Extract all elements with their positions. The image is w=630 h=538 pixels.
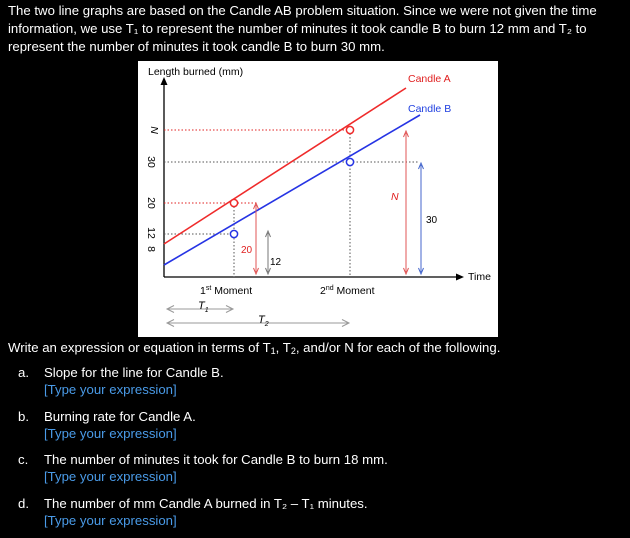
question-letter: d. xyxy=(18,496,29,511)
answer-field-c[interactable]: [Type your expression] xyxy=(44,469,177,484)
question-a xyxy=(18,364,224,397)
candle-a-moment2-point xyxy=(346,126,353,133)
legend-candle-a: Candle A xyxy=(408,73,451,85)
answer-field-a[interactable]: [Type your expression] xyxy=(44,382,177,397)
span-label-12: 12 xyxy=(270,257,282,268)
instructions: Write an expression or equation in terms of $T_1$, $T_2$, and/or N for each of the following. xyxy=(8,340,501,356)
candle-a-line xyxy=(164,88,406,244)
question-d xyxy=(18,495,368,528)
legend-candle-b: Candle B xyxy=(408,103,452,115)
answer-field-d[interactable]: [Type your expression] xyxy=(44,513,177,528)
question-text: Slope for the line for Candle B. xyxy=(44,365,224,380)
candle-b-moment1-point xyxy=(230,230,237,237)
question-text: The number of minutes it took for Candle B to burn 18 mm. xyxy=(44,452,388,467)
question-c xyxy=(18,451,388,484)
span-label-N: N xyxy=(391,191,399,203)
y-axis-label: Length burned (mm) xyxy=(148,66,244,78)
moment-2-label: 2nd Moment xyxy=(320,285,375,297)
x-axis-label: Time xyxy=(468,271,491,283)
y-tick-12: 12 xyxy=(145,227,157,239)
span-label-30: 30 xyxy=(426,215,438,226)
t1-label: $T_1$ xyxy=(198,300,209,314)
y-tick-30: 30 xyxy=(145,156,157,168)
candle-a-moment1-point xyxy=(230,199,237,206)
question-letter: a. xyxy=(18,365,29,380)
candle-b-moment2-point xyxy=(346,158,353,165)
y-tick-20: 20 xyxy=(145,197,157,209)
candle-b-line xyxy=(164,115,420,265)
question-b xyxy=(18,408,196,441)
y-tick-8: 8 xyxy=(145,246,157,252)
candle-graph xyxy=(138,61,498,337)
question-text: Burning rate for Candle A. xyxy=(44,409,196,424)
question-letter: b. xyxy=(18,409,29,424)
y-tick-N: N xyxy=(148,126,160,134)
question-letter: c. xyxy=(18,452,29,467)
moment-1-label: 1st Moment xyxy=(200,285,253,297)
answer-field-b[interactable]: [Type your expression] xyxy=(44,426,177,441)
problem-intro: The two line graphs are based on the Candle AB problem situation. Since we were not given the time information, we use T₁ to represent the number of minutes it took candle B to burn 12 mm and T₂ to represent the number of minutes it took candle B to burn 30 mm. xyxy=(8,3,597,54)
span-label-20: 20 xyxy=(241,245,253,256)
y-axis-arrow xyxy=(161,77,168,85)
t2-label: $T_2$ xyxy=(258,314,269,328)
x-axis-arrow xyxy=(456,274,464,281)
question-text: The number of mm Candle A burned in T₂ – T₁ minutes. xyxy=(44,496,368,511)
